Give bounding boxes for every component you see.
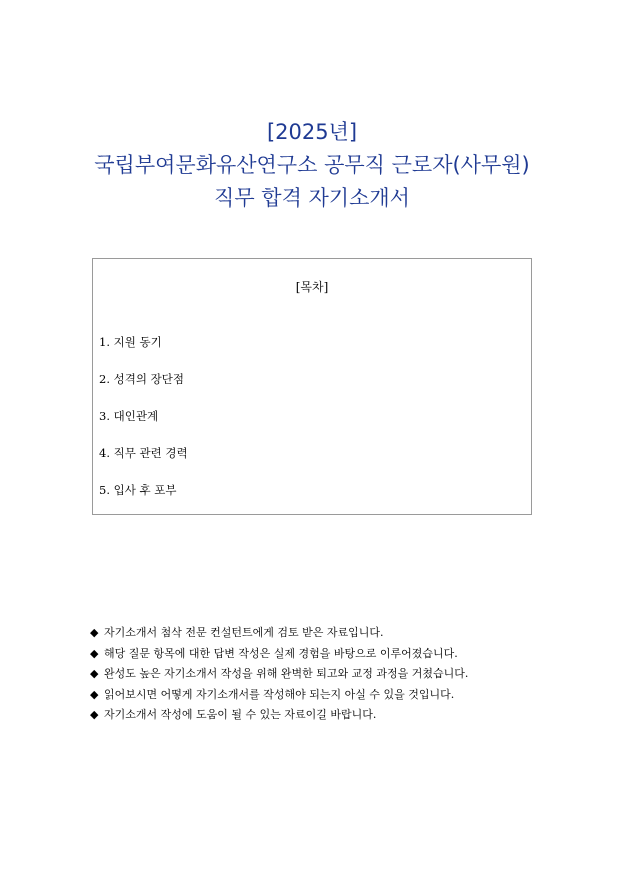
note-item [90,688,468,709]
diamond-bullet-icon: ◆ [90,708,99,721]
note-item [90,708,468,729]
toc-heading: [목차] [295,280,329,294]
notes-list [90,626,468,729]
toc-item-2: 2. 성격의 장단점 [99,372,184,386]
note-text: 자기소개서 작성에 도움이 될 수 있는 자료이길 바랍니다. [104,708,377,721]
diamond-bullet-icon: ◆ [90,646,99,660]
note-text: 자기소개서 첨삭 전문 컨설턴트에게 검토 받은 자료입니다. [104,626,384,639]
diamond-bullet-icon: ◆ [90,626,99,639]
toc-item-1: 1. 지원 동기 [99,335,162,349]
document-title [0,116,624,215]
title-year: [2025년] [266,120,358,144]
note-text: 해당 질문 항목에 대한 답변 작성은 실제 경험을 바탕으로 이루어졌습니다. [104,646,458,660]
title-organization: 국립부여문화유산연구소 공무직 근로자(사무원) [94,153,530,177]
toc-item-5: 5. 입사 후 포부 [99,483,177,497]
note-text: 완성도 높은 자기소개서 작성을 위해 완벽한 퇴고와 교정 과정을 거쳤습니다. [104,667,469,680]
toc-item-4: 4. 직무 관련 경력 [99,446,188,460]
note-item [90,626,468,647]
diamond-bullet-icon: ◆ [90,687,99,701]
note-item [90,647,468,668]
diamond-bullet-icon: ◆ [90,667,99,680]
toc-list [99,335,188,520]
note-item [90,667,468,688]
title-subject: 직무 합격 자기소개서 [214,186,410,210]
table-of-contents [92,258,532,515]
note-text: 읽어보시면 어떻게 자기소개서를 작성해야 되는지 아실 수 있을 것입니다. [104,687,455,701]
toc-item-3: 3. 대인관계 [99,409,159,423]
